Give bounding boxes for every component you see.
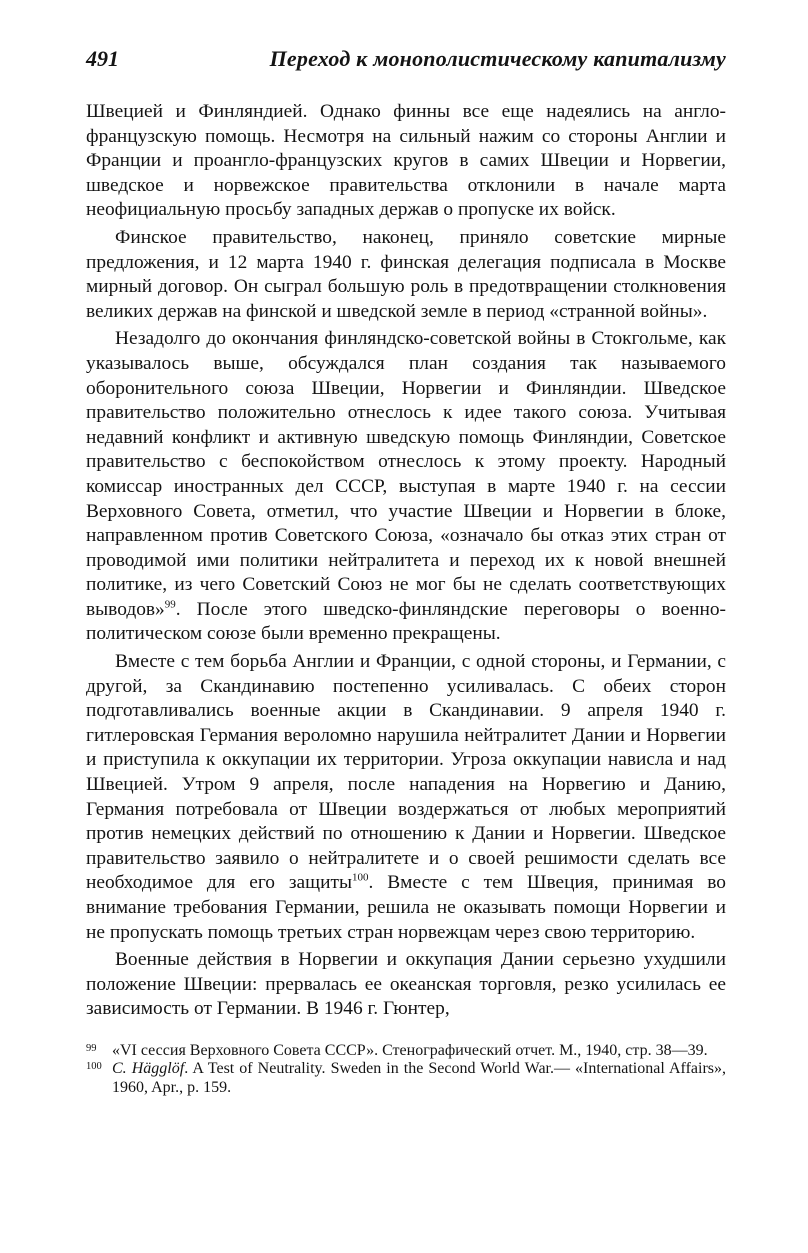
footnote-text: «VI сессия Верховного Совета СССР». Стенографический отчет. М., 1940, стр. 38—39. — [112, 1041, 708, 1059]
paragraph-continuation: Швецией и Финляндией. Однако финны все еще надеялись на англо-французскую помощь. Несмотря на сильный нажим со стороны Англии и Франции и проангло-французских кругов в самих Швеции и Норвегии, шведское и норвежское правительства отклонили в начале марта неофициальную просьбу западных держав о пропуске их войск. — [86, 101, 726, 221]
footnote-author: C. Hägglöf — [112, 1060, 185, 1078]
footnote-99 — [86, 1042, 726, 1060]
main-text — [86, 100, 726, 1022]
running-title: Переход к монополистическому капитализму — [269, 46, 726, 71]
footnotes — [86, 1042, 726, 1097]
footnote-ref-100: 100 — [351, 871, 369, 884]
paragraph-scandinavia-struggle — [86, 650, 726, 945]
paragraph-text: Незадолго до окончания финляндско-советской войны в Стокгольме, как указывалось выше, обсуждался план создания так называемого оборонительного союза Швеции, Норвегии и Финляндии. Шведское правительство положительно отнеслось к идее такого союза. Учитывая недавний конфликт и активную шведскую помощь Финляндии, Советское правительство с беспокойством отнеслось к этому проекту. Народный комиссар иностранных дел СССР, выступая в марте 1940 г. на сессии Верховного Совета, отметил, что участие Швеции и Норвегии в блоке, направленном против Советского Союза, «означало бы отказ этих стран от проводимой ими политики нейтралитета и переход их к новой внешней политике, из чего Советский Союз не мог бы не сделать соответствующих выводов» — [86, 328, 726, 620]
paragraph-text: Вместе с тем борьба Англии и Франции, с одной стороны, и Германии, с другой, за Скандинавию постепенно усиливалась. С обеих сторон подготавливались военные акции в Скандинавии. 9 апреля 1940 г. гитлеровская Германия вероломно нарушила нейтралитет Дании и Норвегии и приступила к оккупации их территории. Угроза оккупации нависла и над Швецией. Утром 9 апреля, после нападения на Норвегию и Данию, Германия потребовала от Швеции воздержаться от любых мероприятий против немецких действий по отношению к Дании и Норвегии. Шведское правительство заявило о нейтралитете и о своей решимости сделать все необходимое для его защиты — [86, 651, 726, 894]
footnote-number: 99 — [86, 1042, 97, 1054]
paragraph-peace-treaty: Финское правительство, наконец, приняло советские мирные предложения, и 12 марта 1940 г. финская делегация подписала в Москве мирный договор. Он сыграл большую роль в предотвращении столкновения великих держав на финской и шведской земле в период «странной войны». — [86, 226, 726, 322]
footnote-number: 100 — [86, 1061, 102, 1073]
running-header — [86, 46, 726, 80]
paragraph-text: . Вместе с тем Швеция, принимая во внимание требования Германии, решила не оказывать помощи Норвегии и не пропускать помощь третьих стран норвежцам через свою территорию. — [86, 872, 727, 943]
book-page — [86, 46, 726, 1097]
paragraph-text: . После этого шведско-финляндские переговоры о военно-политическом союзе были временно прекращены. — [86, 598, 726, 645]
paragraph-military-actions: Военные действия в Норвегии и оккупация Дании серьезно ухудшили положение Швеции: прервалась ее океанская торговля, резко усилилась ее зависимость от Германии. В 1946 г. Гюнтер, — [86, 949, 726, 1020]
footnote-100 — [86, 1060, 726, 1097]
footnote-ref-99: 99 — [164, 598, 176, 611]
paragraph-defence-union — [86, 327, 726, 647]
footnote-text: . A Test of Neutrality. Sweden in the Second World War.— «International Affairs», 1960, Apr., p. 159. — [112, 1060, 726, 1096]
page-number: 491 — [86, 46, 119, 71]
